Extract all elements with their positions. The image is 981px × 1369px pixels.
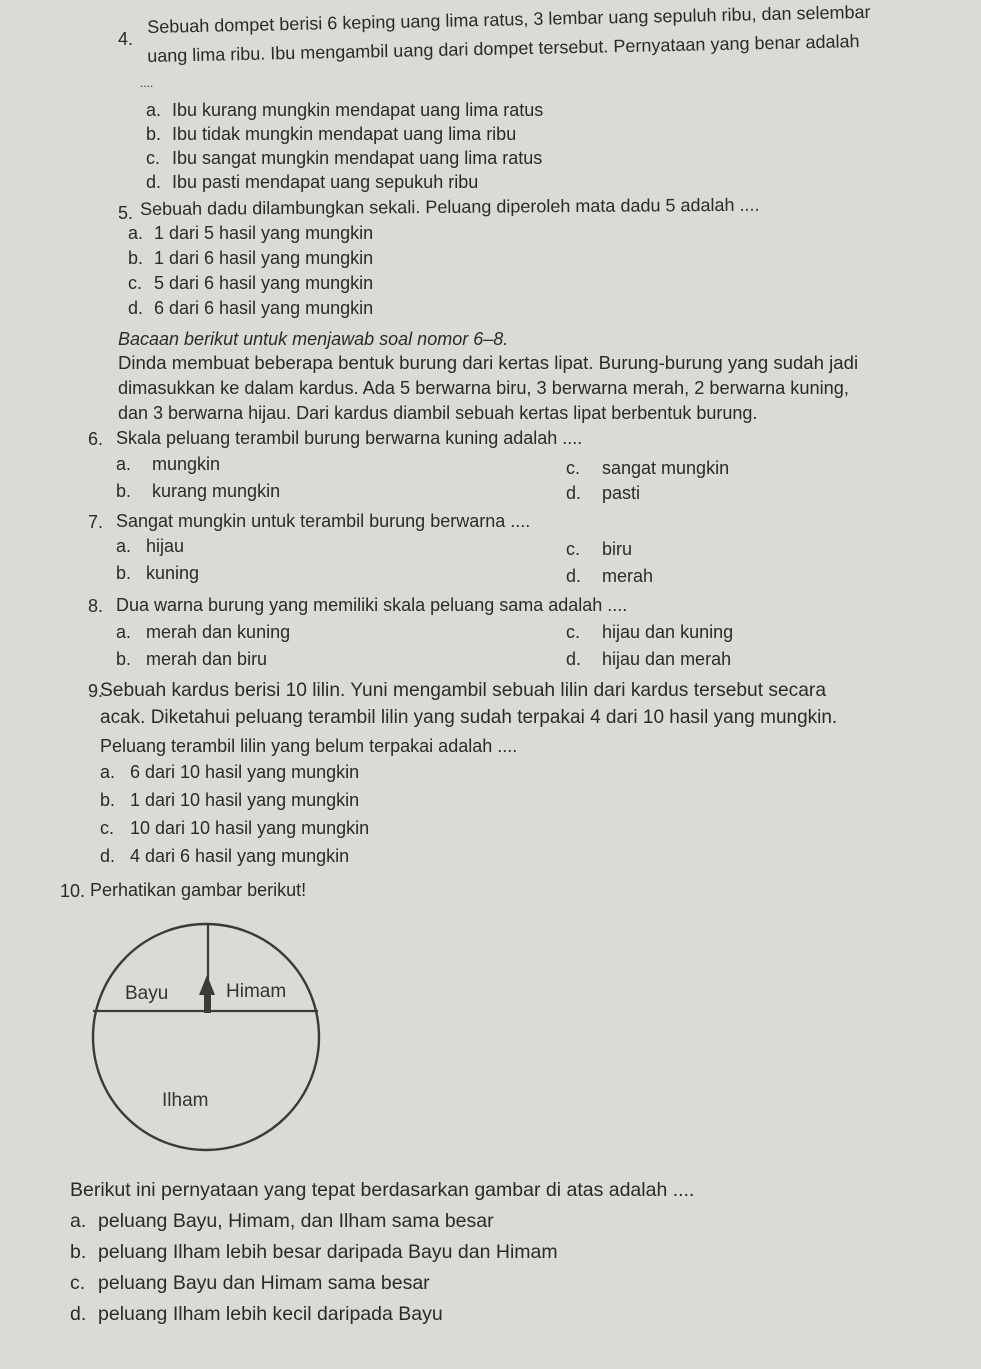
option-text[interactable]: pasti bbox=[602, 483, 641, 503]
question-number: 4. bbox=[118, 29, 134, 49]
option-text[interactable]: sangat mungkin bbox=[602, 458, 730, 478]
reading-heading: Bacaan berikut untuk menjawab soal nomor 6–8. bbox=[118, 329, 509, 349]
question-text: uang lima ribu. Ibu mengambil uang dari dompet tersebut. Pernyataan yang benar adalah bbox=[147, 31, 860, 66]
question-text: acak. Diketahui peluang terambil lilin yang sudah terpakai 4 dari 10 hasil yang mungkin. bbox=[100, 707, 838, 728]
option-label[interactable]: a. bbox=[146, 100, 162, 120]
question-number: 7. bbox=[88, 512, 104, 532]
reading-text: Dinda membuat beberapa bentuk burung dari kertas lipat. Burung-burung yang sudah jadi bbox=[118, 352, 859, 373]
option-label[interactable]: a. bbox=[100, 762, 116, 782]
question-number: 10. bbox=[60, 881, 86, 901]
option-label[interactable]: c. bbox=[128, 273, 143, 293]
question-number: 9. bbox=[88, 681, 104, 701]
option-text[interactable]: merah bbox=[602, 566, 654, 586]
option-text[interactable]: 1 dari 6 hasil yang mungkin bbox=[154, 248, 374, 268]
option-label[interactable]: c. bbox=[566, 539, 581, 559]
question-text: Peluang terambil lilin yang belum terpakai adalah .... bbox=[100, 736, 518, 756]
option-label[interactable]: a. bbox=[128, 223, 144, 243]
option-label[interactable]: b. bbox=[100, 790, 116, 810]
option-text[interactable]: Ibu kurang mungkin mendapat uang lima ratus bbox=[172, 100, 544, 120]
option-label[interactable]: b. bbox=[146, 124, 162, 144]
option-text[interactable]: peluang Ilham lebih besar daripada Bayu dan Himam bbox=[98, 1241, 558, 1263]
spinner-label-ilham: Ilham bbox=[162, 1090, 209, 1111]
option-text[interactable]: Ibu pasti mendapat uang sepukuh ribu bbox=[172, 172, 479, 192]
option-text[interactable]: 6 dari 6 hasil yang mungkin bbox=[154, 298, 374, 318]
spinner-pointer-shaft bbox=[204, 992, 211, 1013]
option-label[interactable]: c. bbox=[146, 148, 161, 168]
option-text[interactable]: 1 dari 10 hasil yang mungkin bbox=[130, 790, 360, 810]
option-label[interactable]: a. bbox=[116, 622, 132, 642]
option-text[interactable]: biru bbox=[602, 539, 633, 559]
option-label[interactable]: a. bbox=[116, 536, 132, 556]
option-text[interactable]: 10 dari 10 hasil yang mungkin bbox=[130, 818, 370, 838]
option-label[interactable]: c. bbox=[70, 1272, 86, 1294]
spinner-circle bbox=[93, 924, 319, 1150]
option-label[interactable]: d. bbox=[70, 1303, 87, 1325]
question-text: Sangat mungkin untuk terambil burung berwarna .... bbox=[116, 511, 531, 531]
option-label[interactable]: d. bbox=[566, 566, 582, 586]
question-text: Berikut ini pernyataan yang tepat berdasarkan gambar di atas adalah .... bbox=[70, 1179, 695, 1201]
question-number: 6. bbox=[88, 429, 104, 449]
option-text[interactable]: kurang mungkin bbox=[152, 481, 281, 501]
question-text: Perhatikan gambar berikut! bbox=[90, 880, 307, 900]
option-text[interactable]: hijau dan merah bbox=[602, 649, 732, 669]
option-text[interactable]: 5 dari 6 hasil yang mungkin bbox=[154, 273, 374, 293]
option-label[interactable]: b. bbox=[116, 481, 132, 501]
question-number: 5. bbox=[118, 203, 134, 223]
option-label[interactable]: d. bbox=[128, 298, 144, 318]
option-label[interactable]: a. bbox=[116, 454, 132, 474]
option-text[interactable]: peluang Ilham lebih kecil daripada Bayu bbox=[98, 1303, 443, 1325]
option-label[interactable]: c. bbox=[566, 622, 581, 642]
question-number: 8. bbox=[88, 596, 104, 616]
option-text[interactable]: merah dan kuning bbox=[146, 622, 291, 642]
option-text[interactable]: mungkin bbox=[152, 454, 221, 474]
option-text[interactable]: hijau dan kuning bbox=[602, 622, 734, 642]
option-text[interactable]: Ibu tidak mungkin mendapat uang lima ribu bbox=[172, 124, 517, 144]
option-text[interactable]: 1 dari 5 hasil yang mungkin bbox=[154, 223, 374, 243]
question-text: Skala peluang terambil burung berwarna kuning adalah .... bbox=[116, 428, 583, 448]
spinner-label-himam: Himam bbox=[226, 981, 287, 1002]
option-text[interactable]: merah dan biru bbox=[146, 649, 268, 669]
option-text[interactable]: hijau bbox=[146, 536, 185, 556]
option-label[interactable]: a. bbox=[70, 1210, 87, 1232]
question-text: Sebuah dompet berisi 6 keping uang lima ratus, 3 lembar uang sepuluh ribu, dan selembar bbox=[147, 1, 871, 37]
option-text[interactable]: peluang Bayu, Himam, dan Ilham sama besar bbox=[98, 1210, 494, 1232]
option-text[interactable]: 6 dari 10 hasil yang mungkin bbox=[130, 762, 360, 782]
option-label[interactable]: d. bbox=[100, 846, 116, 866]
option-label[interactable]: b. bbox=[116, 563, 132, 583]
reading-text: dan 3 berwarna hijau. Dari kardus diambil sebuah kertas lipat berbentuk burung. bbox=[118, 403, 758, 423]
question-text: Dua warna burung yang memiliki skala peluang sama adalah .... bbox=[116, 595, 628, 615]
option-text[interactable]: kuning bbox=[146, 563, 200, 583]
option-label[interactable]: c. bbox=[566, 458, 581, 478]
option-label[interactable]: b. bbox=[116, 649, 132, 669]
option-label[interactable]: b. bbox=[70, 1241, 87, 1263]
option-text[interactable]: 4 dari 6 hasil yang mungkin bbox=[130, 846, 350, 866]
option-label[interactable]: b. bbox=[128, 248, 144, 268]
option-text[interactable]: Ibu sangat mungkin mendapat uang lima ratus bbox=[172, 148, 543, 168]
option-label[interactable]: d. bbox=[566, 483, 582, 503]
option-text[interactable]: peluang Bayu dan Himam sama besar bbox=[98, 1272, 430, 1294]
option-label[interactable]: c. bbox=[100, 818, 115, 838]
spinner-pointer-arrow-icon bbox=[199, 975, 215, 995]
option-label[interactable]: d. bbox=[146, 172, 162, 192]
question-ellipsis: .... bbox=[140, 76, 154, 90]
question-text: Sebuah kardus berisi 10 lilin. Yuni mengambil sebuah lilin dari kardus tersebut secara bbox=[100, 680, 826, 701]
reading-text: dimasukkan ke dalam kardus. Ada 5 berwarna biru, 3 berwarna merah, 2 berwarna kuning, bbox=[118, 378, 849, 398]
option-label[interactable]: d. bbox=[566, 649, 582, 669]
spinner-label-bayu: Bayu bbox=[125, 983, 169, 1004]
question-text: Sebuah dadu dilambungkan sekali. Peluang diperoleh mata dadu 5 adalah .... bbox=[140, 194, 760, 219]
